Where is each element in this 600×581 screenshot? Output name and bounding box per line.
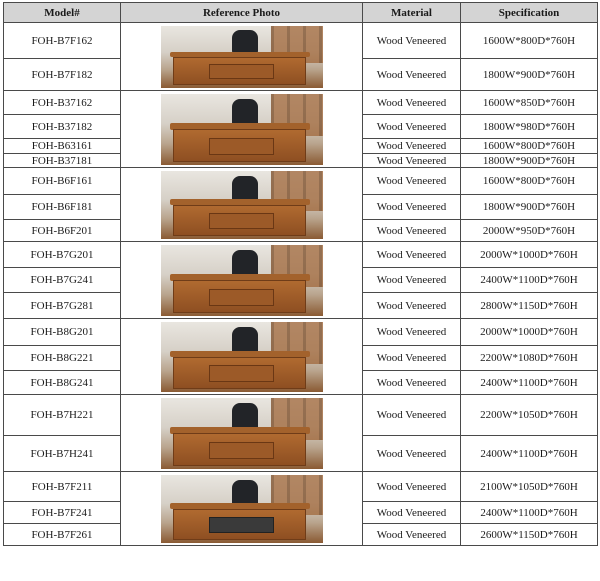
header-photo: Reference Photo — [121, 3, 363, 23]
desk-panel-shape — [209, 138, 274, 155]
spec-cell: 2800W*1150D*760H — [461, 293, 598, 319]
photo-cell — [121, 91, 363, 168]
chair-shape — [232, 327, 258, 354]
material-cell: Wood Veneered — [363, 154, 461, 168]
table-row — [4, 472, 598, 502]
spec-cell: 2600W*1150D*760H — [461, 524, 598, 546]
model-cell: FOH-B7H221 — [4, 395, 121, 436]
model-cell: FOH-B7G201 — [4, 242, 121, 268]
material-cell: Wood Veneered — [363, 319, 461, 346]
material-cell: Wood Veneered — [363, 268, 461, 293]
material-cell: Wood Veneered — [363, 115, 461, 139]
material-cell: Wood Veneered — [363, 195, 461, 220]
table-header-row — [4, 3, 598, 23]
spec-cell: 1600W*850D*760H — [461, 91, 598, 115]
spec-cell: 1600W*800D*760H — [461, 23, 598, 59]
material-cell: Wood Veneered — [363, 524, 461, 546]
model-cell: FOH-B7F241 — [4, 502, 121, 524]
spec-cell: 2000W*950D*760H — [461, 220, 598, 242]
material-cell: Wood Veneered — [363, 346, 461, 371]
header-material: Material — [363, 3, 461, 23]
material-cell: Wood Veneered — [363, 472, 461, 502]
material-cell: Wood Veneered — [363, 293, 461, 319]
executive-desk-photo-icon — [161, 245, 323, 316]
model-cell: FOH-B7H241 — [4, 436, 121, 472]
photo-cell — [121, 23, 363, 91]
model-cell: FOH-B7F162 — [4, 23, 121, 59]
table-row — [4, 319, 598, 346]
material-cell: Wood Veneered — [363, 23, 461, 59]
model-cell: FOH-B6F161 — [4, 168, 121, 195]
executive-desk-photo-icon — [161, 322, 323, 392]
model-cell: FOH-B37182 — [4, 115, 121, 139]
spec-cell: 2100W*1050D*760H — [461, 472, 598, 502]
material-cell: Wood Veneered — [363, 139, 461, 154]
desk-panel-shape — [209, 213, 274, 229]
spec-cell: 1800W*900D*760H — [461, 59, 598, 91]
table-body — [4, 23, 598, 546]
spec-cell: 2400W*1100D*760H — [461, 268, 598, 293]
chair-shape — [232, 250, 258, 277]
spec-cell: 1800W*980D*760H — [461, 115, 598, 139]
executive-desk-photo-icon — [161, 26, 323, 88]
photo-cell — [121, 395, 363, 472]
desk-panel-shape — [209, 517, 274, 533]
chair-shape — [232, 30, 258, 54]
spec-cell: 2400W*1100D*760H — [461, 502, 598, 524]
spec-cell: 1600W*800D*760H — [461, 168, 598, 195]
spec-cell: 2000W*1000D*760H — [461, 242, 598, 268]
executive-desk-photo-icon — [161, 475, 323, 543]
chair-shape — [232, 403, 258, 430]
table-row — [4, 23, 598, 59]
material-cell: Wood Veneered — [363, 371, 461, 395]
material-cell: Wood Veneered — [363, 59, 461, 91]
spec-cell: 1800W*900D*760H — [461, 195, 598, 220]
table-row — [4, 91, 598, 115]
model-cell: FOH-B7F182 — [4, 59, 121, 91]
desk-panel-shape — [209, 442, 274, 459]
spec-cell: 2200W*1080D*760H — [461, 346, 598, 371]
header-spec: Specification — [461, 3, 598, 23]
model-cell: FOH-B7F261 — [4, 524, 121, 546]
executive-desk-photo-icon — [161, 94, 323, 165]
desk-panel-shape — [209, 64, 274, 79]
model-cell: FOH-B6F181 — [4, 195, 121, 220]
spec-cell: 2200W*1050D*760H — [461, 395, 598, 436]
desk-panel-shape — [209, 365, 274, 382]
header-model: Model# — [4, 3, 121, 23]
spec-cell: 2000W*1000D*760H — [461, 319, 598, 346]
model-cell: FOH-B7F211 — [4, 472, 121, 502]
spec-cell: 1600W*800D*760H — [461, 139, 598, 154]
spec-cell: 2400W*1100D*760H — [461, 371, 598, 395]
material-cell: Wood Veneered — [363, 220, 461, 242]
model-cell: FOH-B8G201 — [4, 319, 121, 346]
executive-desk-photo-icon — [161, 398, 323, 469]
model-cell: FOH-B6F201 — [4, 220, 121, 242]
model-cell: FOH-B37181 — [4, 154, 121, 168]
photo-cell — [121, 472, 363, 546]
spec-cell: 2400W*1100D*760H — [461, 436, 598, 472]
model-cell: FOH-B63161 — [4, 139, 121, 154]
chair-shape — [232, 480, 258, 506]
photo-cell — [121, 168, 363, 242]
chair-shape — [232, 176, 258, 202]
material-cell: Wood Veneered — [363, 502, 461, 524]
material-cell: Wood Veneered — [363, 91, 461, 115]
spec-table — [3, 2, 598, 546]
model-cell: FOH-B37162 — [4, 91, 121, 115]
model-cell: FOH-B7G241 — [4, 268, 121, 293]
material-cell: Wood Veneered — [363, 242, 461, 268]
photo-cell — [121, 242, 363, 319]
photo-cell — [121, 319, 363, 395]
desk-panel-shape — [209, 289, 274, 306]
material-cell: Wood Veneered — [363, 395, 461, 436]
model-cell: FOH-B8G221 — [4, 346, 121, 371]
model-cell: FOH-B8G241 — [4, 371, 121, 395]
table-row — [4, 168, 598, 195]
table-row — [4, 242, 598, 268]
spec-cell: 1800W*900D*760H — [461, 154, 598, 168]
table-row — [4, 395, 598, 436]
material-cell: Wood Veneered — [363, 168, 461, 195]
material-cell: Wood Veneered — [363, 436, 461, 472]
executive-desk-photo-icon — [161, 171, 323, 239]
model-cell: FOH-B7G281 — [4, 293, 121, 319]
chair-shape — [232, 99, 258, 126]
